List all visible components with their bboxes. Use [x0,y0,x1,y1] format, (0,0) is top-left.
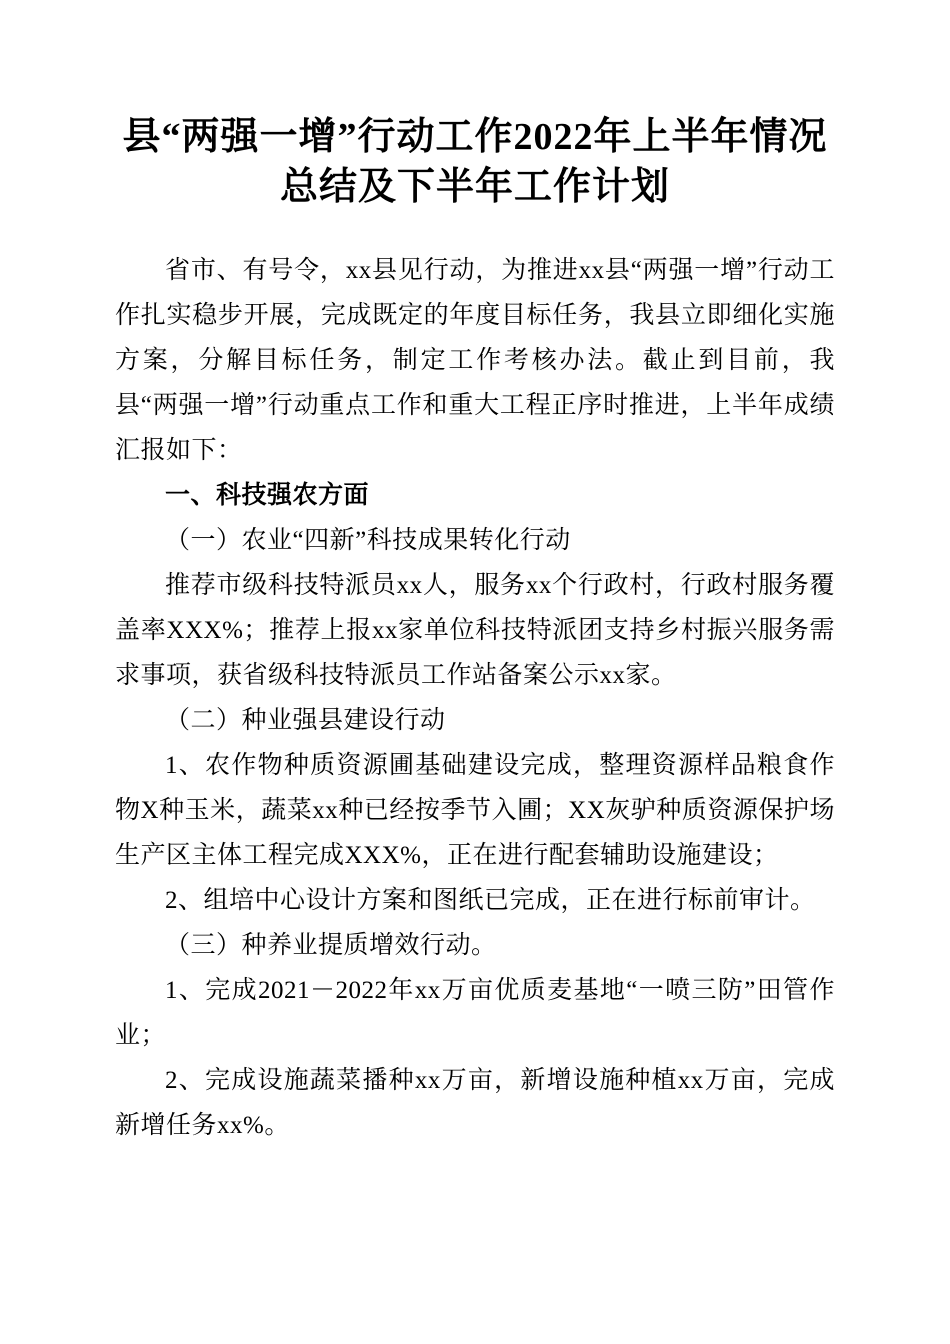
subheading-3-breeding-quality: （三）种养业提质增效行动。 [165,932,497,960]
paragraph-wheat-base: 1、完成2021－2022年xx万亩优质麦基地“一喷三防”田管作业； [115,977,835,1050]
document-title-line-2: 总结及下半年工作计划 [279,166,670,209]
paragraph-intro: 省市、有号令，xx县见行动，为推进xx县“两强一增”行动工作扎实稳步开展，完成既定的年度目标任务，我县立即细化实施方案，分解目标任务，制定工作考核办法。截止到目前，我县“两强一增”行动重点工作和重大工程正序时推进，上半年成绩汇报如下： [115,257,835,465]
document-title [115,112,835,212]
paragraph-seed-resource: 1、农作物种质资源圃基础建设完成，整理资源样品粮食作物X种玉米，蔬菜xx种已经按季节入圃；XX灰驴种质资源保护场生产区主体工程完成XXX%，正在进行配套辅助设施建设； [115,752,835,870]
subheading-2-seed-industry: （二）种业强县建设行动 [165,707,446,735]
document-title-line-1: 县“两强一增”行动工作2022年上半年情况 [122,116,828,158]
subheading-1-agriculture-four-new: （一）农业“四新”科技成果转化行动 [165,527,571,555]
paragraph-vegetable-planting: 2、完成设施蔬菜播种xx万亩，新增设施种植xx万亩，完成新增任务xx%。 [115,1067,835,1140]
paragraph-tech-dispatch: 推荐市级科技特派员xx人，服务xx个行政村，行政村服务覆盖率XXX%；推荐上报xx家单位科技特派团支持乡村振兴服务需求事项，获省级科技特派员工作站备案公示xx家。 [115,572,835,690]
paragraph-tissue-culture: 2、组培中心设计方案和图纸已完成，正在进行标前审计。 [165,887,816,915]
heading-section-1: 一、科技强农方面 [165,481,370,510]
document-content [115,248,835,1148]
